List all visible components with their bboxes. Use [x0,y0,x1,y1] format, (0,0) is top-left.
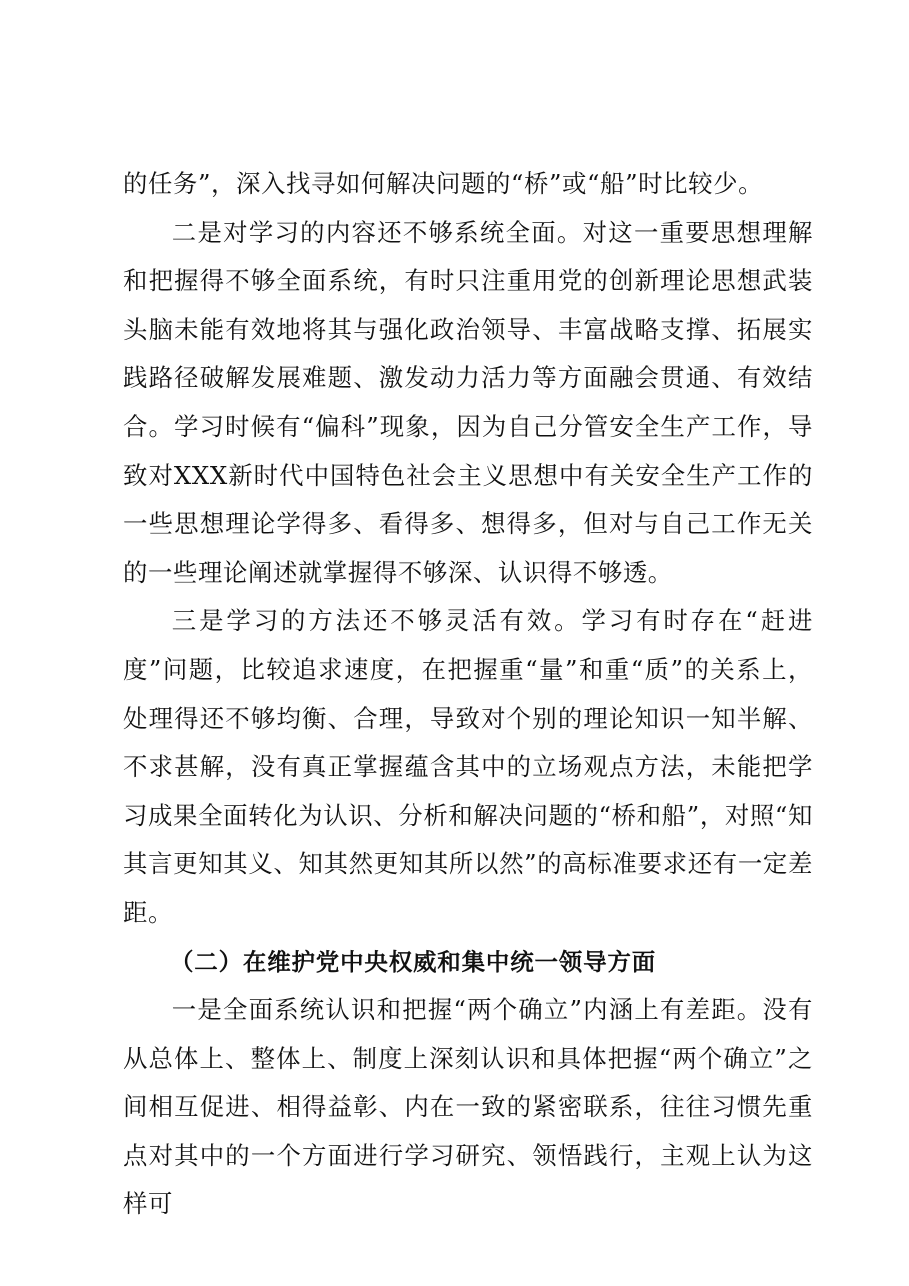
paragraph-study-method: 三是学习的方法还不够灵活有效。学习有时存在“赶进度”问题，比较追求速度，在把握重“量”和重“质”的关系上，处理得还不够均衡、合理，导致对个别的理论知识一知半解、不求甚解，没有真正掌握蕴含其中的立场观点方法，未能把学习成果全面转化为认识、分析和解决问题的“桥和船”，对照“知其言更知其义、知其然更知其所以然”的高标准要求还有一定差距。 [123,606,813,927]
paragraph-two-establishments: 一是全面系统认识和把握“两个确立”内涵上有差距。没有从总体上、整体上、制度上深刻认识和具体把握“两个确立”之间相互促进、相得益彰、内在一致的紧密联系，往往习惯先重点对其中的一个方面进行学习研究、领悟践行，主观上认为这样可 [123,995,813,1219]
document-body [123,160,813,1229]
section-heading: （二）在维护党中央权威和集中统一领导方面 [170,947,656,976]
paragraph-study-content: 二是对学习的内容还不够系统全面。对这一重要思想理解和把握得不够全面系统，有时只注重用党的创新理论思想武装头脑未能有效地将其与强化政治领导、丰富战略支撑、拓展实践路径破解发展难题、激发动力活力等方面融会贯通、有效结合。学习时候有“偏科”现象，因为自己分管安全生产工作，导致对XXX新时代中国特色社会主义思想中有关安全生产工作的一些思想理论学得多、看得多、想得多，但对与自己工作无关的一些理论阐述就掌握得不够深、认识得不够透。 [123,217,813,587]
paragraph-continuation: 的任务”，深入找寻如何解决问题的“桥”或“船”时比较少。 [123,169,764,198]
